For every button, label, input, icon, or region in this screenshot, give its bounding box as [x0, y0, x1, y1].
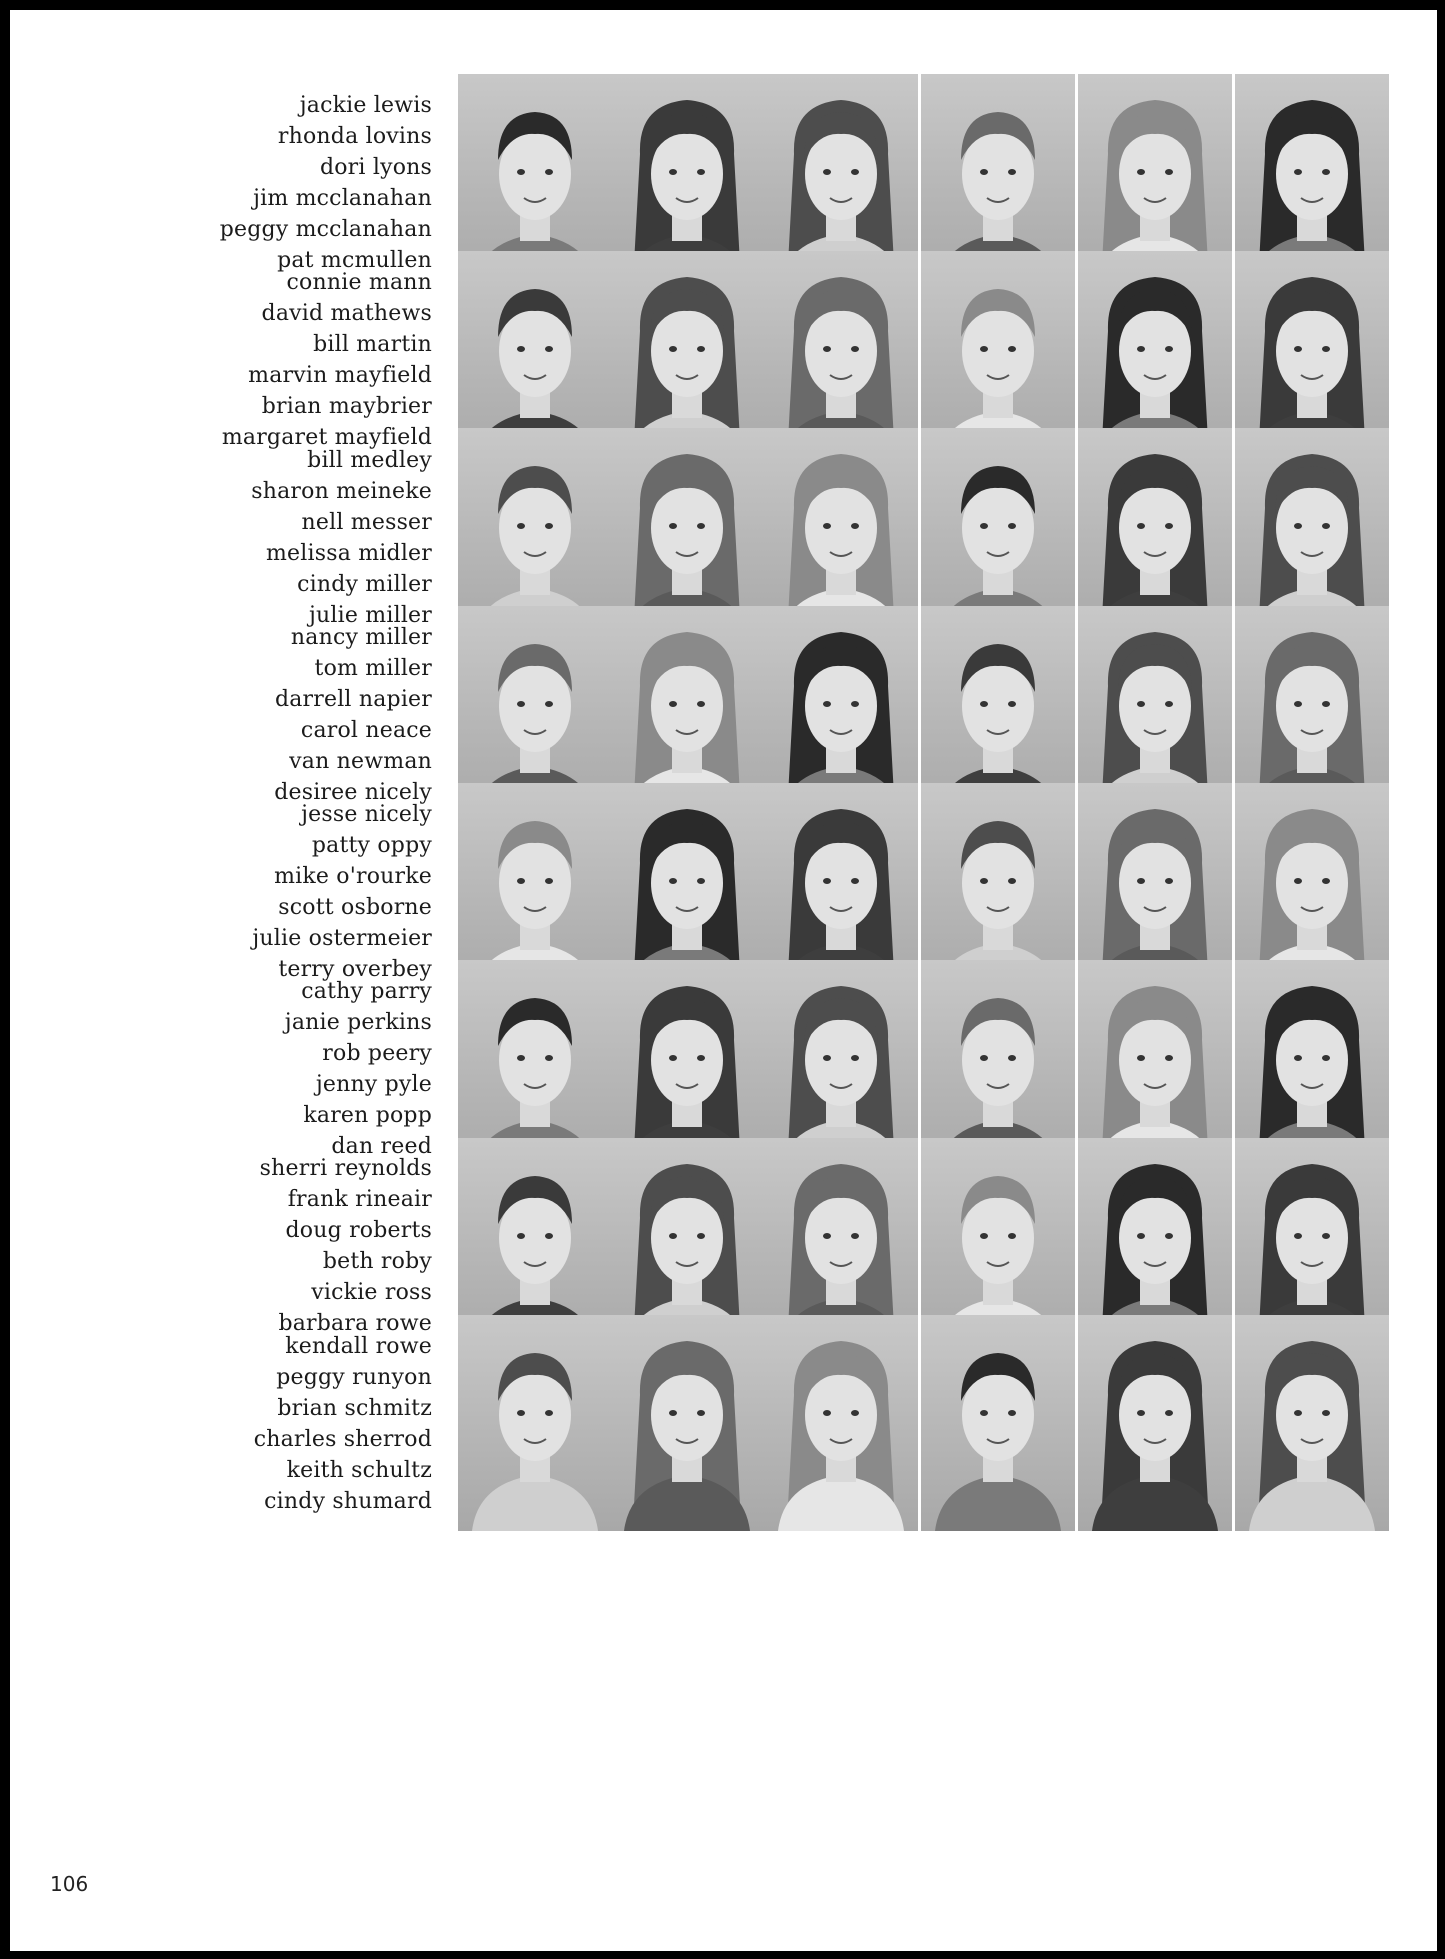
student-name: mike o'rourke: [274, 864, 432, 889]
student-name: janie perkins: [284, 1010, 432, 1035]
student-name: cindy shumard: [264, 1489, 432, 1514]
student-name: nancy miller: [290, 625, 432, 650]
student-name: bill martin: [313, 332, 432, 357]
page-number: 106: [50, 1872, 89, 1896]
student-name: sharon meineke: [251, 479, 432, 504]
name-list: [160, 1153, 432, 1339]
student-name: terry overbey: [278, 957, 432, 982]
student-name: nell messer: [301, 510, 432, 535]
student-name: van newman: [289, 749, 432, 774]
student-name: julie ostermeier: [252, 926, 432, 951]
student-name: peggy mcclanahan: [219, 217, 432, 242]
student-name: desiree nicely: [274, 780, 432, 805]
student-name: charles sherrod: [253, 1427, 432, 1452]
yearbook-page: [10, 10, 1437, 1951]
student-name: cathy parry: [301, 979, 432, 1004]
student-name: melissa midler: [266, 541, 432, 566]
student-name: julie miller: [309, 603, 432, 628]
student-name: brian maybrier: [261, 394, 432, 419]
student-portrait: [458, 1315, 612, 1531]
name-list: [160, 445, 432, 631]
student-name: cindy miller: [297, 572, 432, 597]
student-name: frank rineair: [287, 1187, 432, 1212]
student-name: carol neace: [300, 718, 432, 743]
student-name: david mathews: [261, 301, 432, 326]
student-portrait: [1235, 1315, 1389, 1531]
student-name: darrell napier: [274, 687, 432, 712]
student-portrait: [1078, 1315, 1232, 1531]
student-name: vickie ross: [311, 1280, 432, 1305]
student-name: jackie lewis: [299, 93, 432, 118]
student-name: jim mcclanahan: [253, 186, 432, 211]
student-name: marvin mayfield: [248, 363, 432, 388]
student-name: pat mcmullen: [277, 248, 432, 273]
name-list: [160, 622, 432, 808]
student-name: beth roby: [322, 1249, 432, 1274]
name-list: [160, 1331, 432, 1517]
student-name: jesse nicely: [301, 802, 432, 827]
student-name: peggy runyon: [276, 1365, 432, 1390]
student-name: scott osborne: [278, 895, 432, 920]
student-name: patty oppy: [311, 833, 432, 858]
name-list: [160, 799, 432, 985]
student-name: dan reed: [331, 1134, 432, 1159]
student-name: sherri reynolds: [259, 1156, 432, 1181]
student-name: jenny pyle: [315, 1072, 432, 1097]
name-list: [160, 90, 432, 276]
student-portrait: [764, 1315, 918, 1531]
student-name: connie mann: [286, 270, 432, 295]
student-name: brian schmitz: [277, 1396, 432, 1421]
name-list: [160, 267, 432, 453]
student-name: bill medley: [307, 448, 432, 473]
student-name: margaret mayfield: [221, 425, 432, 450]
student-name: barbara rowe: [278, 1311, 432, 1336]
student-name: dori lyons: [319, 155, 432, 180]
student-name: kendall rowe: [285, 1334, 432, 1359]
student-name: karen popp: [303, 1103, 432, 1128]
student-name: tom miller: [314, 656, 432, 681]
student-name: doug roberts: [285, 1218, 432, 1243]
student-portrait: [610, 1315, 764, 1531]
student-name: keith schultz: [286, 1458, 432, 1483]
name-list: [160, 976, 432, 1162]
student-name: rob peery: [322, 1041, 432, 1066]
student-name: rhonda lovins: [277, 124, 432, 149]
student-portrait: [921, 1315, 1075, 1531]
